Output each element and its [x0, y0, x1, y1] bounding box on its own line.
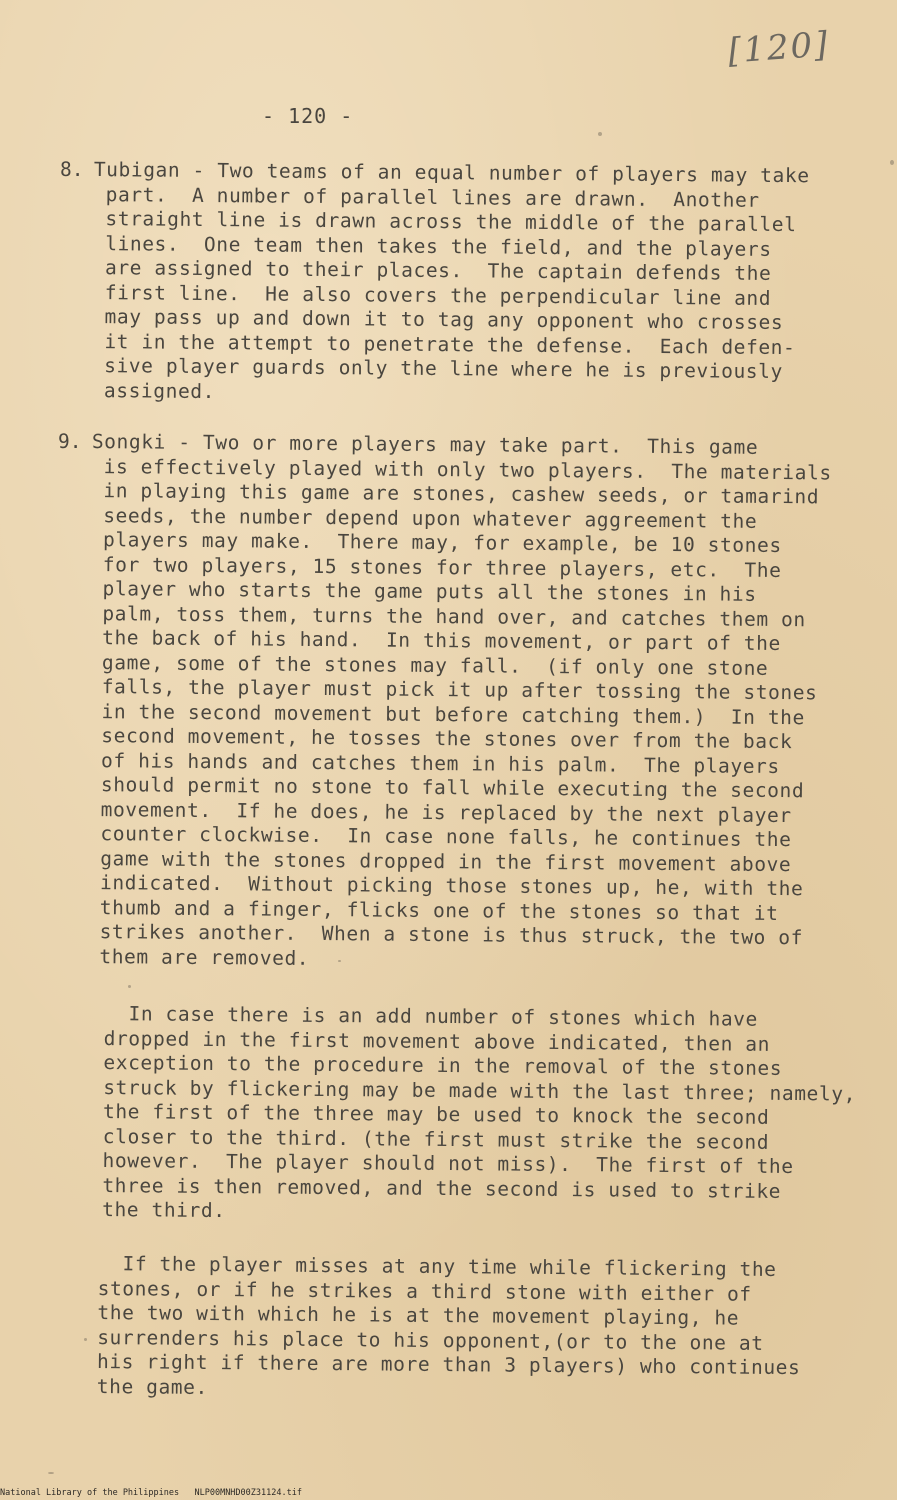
misses-paragraph: [97, 1252, 802, 1405]
text-line: the two with which he is at the movement playing, he: [97, 1300, 740, 1330]
text-line: second movement, he tosses the stones over from the back: [101, 724, 793, 754]
handwritten-page-annotation: [120]: [726, 24, 831, 72]
text-line: Tubigan - Two teams of an equal number of players may take: [93, 158, 810, 188]
text-line: the game.: [96, 1374, 208, 1399]
paper-speck: [890, 160, 894, 165]
text-line: for two players, 15 stones for three players, etc. The: [102, 552, 782, 582]
footer-caption: [0, 1488, 302, 1498]
text-line: three is then removed, and the second is used to strike: [102, 1173, 782, 1203]
text-line: of his hands and catches them in his palm. The players: [101, 748, 780, 778]
text-line: falls, the player must pick it up after tossing the stones: [101, 675, 818, 705]
text-line: straight line is drawn across the middle of the parallel: [105, 207, 797, 237]
text-line: thumb and a finger, flicks one of the stones so that it: [99, 895, 779, 925]
text-line: is effectively played with only two players. The materials: [103, 454, 832, 484]
text-line: seeds, the number depend upon whatever aggreement the: [103, 503, 758, 533]
text-line: palm, toss them, turns the hand over, and catches them on: [102, 601, 806, 631]
text-line: first line. He also covers the perpendicular line and: [104, 280, 772, 310]
item-8-number: 8.: [60, 158, 84, 181]
item-8-paragraph: [92, 158, 810, 409]
text-line: surrenders his place to his opponent,(or to the one at: [97, 1325, 764, 1355]
text-line: in the second movement but before catching them.) In the: [101, 699, 806, 729]
paper-speck: [84, 1338, 87, 1341]
text-line: counter clockwise. In case none falls, he continues the: [100, 822, 792, 852]
item-9-number: 9.: [58, 430, 82, 453]
text-line: dropped in the first movement above indicated, then an: [103, 1026, 771, 1056]
text-line: game with the stones dropped in the first movement above: [100, 846, 792, 876]
text-line: may pass up and down it to tag any opponent who crosses: [104, 305, 784, 335]
text-line: the back of his hand. In this movement, or part of the: [102, 626, 781, 656]
text-line: movement. If he does, he is replaced by the next player: [100, 797, 792, 827]
text-line: Songki - Two or more players may take part. This game: [91, 430, 759, 459]
footer-library: National Library of the Philippines: [0, 1488, 180, 1498]
text-line: part. A number of parallel lines are drawn. Another: [105, 182, 760, 212]
text-line: closer to the third. (the first must strike the second: [102, 1124, 770, 1154]
paper-speck: [338, 960, 341, 962]
page-number: - 120 -: [262, 104, 354, 128]
text-line: his right if there are more than 3 players) who continues: [96, 1349, 801, 1380]
text-line: game, some of the stones may fall. (if only one stone: [101, 650, 769, 680]
text-line: are assigned to their places. The captain defends the: [104, 256, 772, 285]
text-line: lines. One team then takes the field, and the players: [105, 231, 772, 261]
text-line: the third.: [102, 1197, 226, 1223]
text-line: sive player guards only the line where he is previously: [104, 354, 783, 384]
text-line: in playing this game are stones, cashew seeds, or tamarind: [103, 479, 820, 509]
text-line: however. The player should not miss). The first of the: [102, 1148, 794, 1179]
text-line: If the player misses at any time while flickering the: [97, 1252, 777, 1281]
text-line: exception to the procedure in the removal of the stones: [103, 1050, 783, 1080]
text-line: them are removed.: [99, 944, 310, 970]
text-line: stones, or if he strikes a third stone with either of: [97, 1276, 752, 1306]
text-line: should permit no stone to fall while executing the second: [100, 773, 805, 803]
text-line: player who starts the game puts all the stones in his: [102, 577, 757, 606]
text-line: players may make. There may, for example, be 10 stones: [102, 528, 782, 558]
paper-speck: [128, 985, 131, 988]
item-9-paragraph: [87, 430, 832, 975]
odd-stones-paragraph: [102, 1002, 857, 1229]
text-line: strikes another. When a stone is thus struck, the two of: [99, 920, 804, 950]
paper-speck: [598, 132, 602, 136]
paper-speck: [48, 1472, 54, 1474]
text-line: it in the attempt to penetrate the defense. Each defen-: [104, 329, 796, 359]
text-line: the first of the three may be used to knock the second: [102, 1099, 770, 1129]
text-line: In case there is an add number of stones which have: [103, 1002, 759, 1031]
text-line: indicated. Without picking those stones up, he, with the: [99, 871, 804, 901]
footer-filename: NLP00MNHD00Z31124.tif: [194, 1488, 302, 1498]
text-line: assigned.: [103, 378, 216, 403]
text-line: struck by flickering may be made with the last three; namely,: [103, 1075, 857, 1106]
